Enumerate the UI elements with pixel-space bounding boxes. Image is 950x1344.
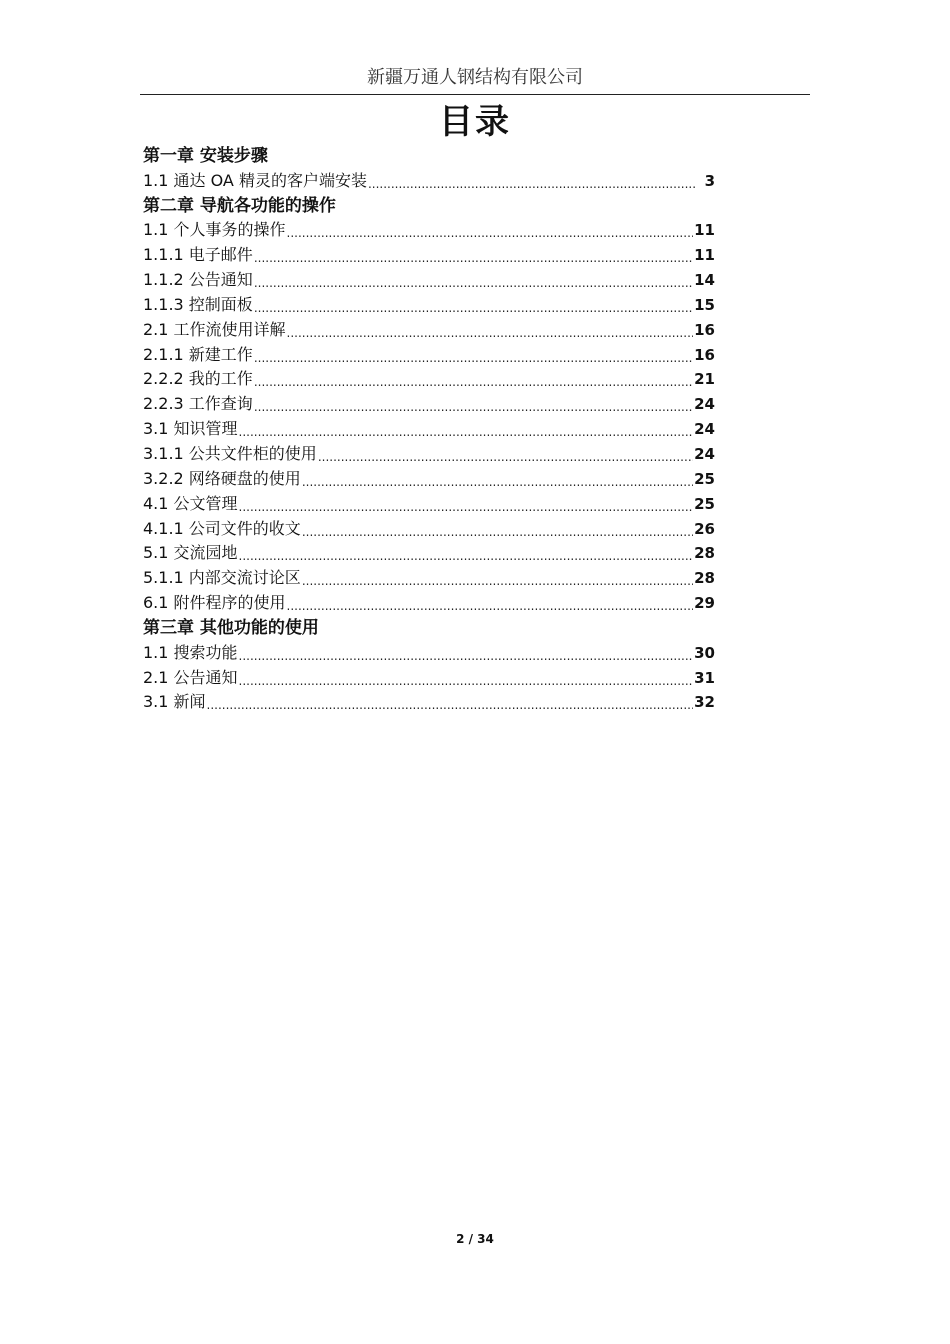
toc-entry[interactable] — [143, 640, 715, 665]
toc-entry[interactable] — [143, 466, 715, 491]
toc-entry-label: 4.1.1 公司文件的收文 — [143, 518, 301, 538]
company-name: 新疆万通人钢结构有限公司 — [367, 67, 583, 88]
toc-entry[interactable] — [143, 218, 715, 243]
toc-page-number: 14 — [694, 271, 715, 290]
toc-entry[interactable] — [143, 292, 715, 317]
toc-entry[interactable] — [143, 391, 715, 416]
toc-entry-label: 2.2.2 我的工作 — [143, 369, 253, 389]
toc-leader-dots — [254, 349, 693, 367]
toc-page-number: 24 — [694, 444, 715, 463]
toc-page-number: 26 — [694, 519, 715, 538]
toc-leader-dots — [239, 547, 694, 565]
toc-page-number: 15 — [694, 295, 715, 314]
toc-leader-dots — [254, 398, 693, 416]
toc-entry-label: 3.1 知识管理 — [143, 419, 238, 439]
toc-entry[interactable] — [143, 416, 715, 441]
toc-entry-label: 3.2.2 网络硬盘的使用 — [143, 468, 301, 488]
toc-entry-label: 2.2.3 工作查询 — [143, 394, 253, 414]
toc-leader-dots — [302, 572, 693, 590]
toc-entry-label: 1.1 搜索功能 — [143, 642, 238, 662]
toc-leader-dots — [239, 423, 694, 441]
toc-entry-label: 2.1.1 新建工作 — [143, 344, 253, 364]
toc-entry[interactable] — [143, 441, 715, 466]
chapter-title: 第二章 导航各功能的操作 — [143, 195, 336, 216]
toc-leader-dots — [207, 696, 694, 714]
table-of-contents — [143, 143, 715, 714]
toc-page-number: 11 — [694, 221, 715, 240]
toc-chapter-heading — [143, 615, 715, 640]
toc-leader-dots — [239, 498, 694, 516]
toc-leader-dots — [287, 597, 694, 615]
toc-leader-dots — [254, 373, 693, 391]
toc-leader-dots — [302, 473, 693, 491]
toc-leader-dots — [368, 175, 696, 193]
toc-entry[interactable] — [143, 342, 715, 367]
toc-entry[interactable] — [143, 516, 715, 541]
toc-leader-dots — [254, 249, 693, 267]
toc-leader-dots — [302, 523, 693, 541]
chapter-title: 第三章 其他功能的使用 — [143, 617, 319, 638]
toc-entry[interactable] — [143, 242, 715, 267]
toc-entry-label: 2.1 公告通知 — [143, 667, 238, 687]
toc-page-number: 16 — [694, 345, 715, 364]
toc-entry[interactable] — [143, 541, 715, 566]
toc-entry[interactable] — [143, 565, 715, 590]
toc-entry[interactable] — [143, 267, 715, 292]
toc-page-number: 16 — [694, 320, 715, 339]
toc-entry[interactable] — [143, 690, 715, 715]
page-footer — [0, 1230, 950, 1248]
toc-entry-label: 5.1 交流园地 — [143, 543, 238, 563]
toc-page-number: 30 — [694, 643, 715, 662]
toc-leader-dots — [318, 448, 693, 466]
toc-entry-label: 1.1 通达 OA 精灵的客户端安装 — [143, 170, 367, 190]
toc-page-number: 32 — [694, 693, 715, 712]
toc-entry-label: 1.1.2 公告通知 — [143, 270, 253, 290]
toc-page-number: 28 — [694, 569, 715, 588]
toc-page-number: 25 — [694, 494, 715, 513]
toc-page-number: 11 — [694, 246, 715, 265]
toc-leader-dots — [287, 324, 694, 342]
toc-entry[interactable] — [143, 367, 715, 392]
toc-leader-dots — [239, 672, 694, 690]
toc-entry-label: 1.1 个人事务的操作 — [143, 220, 286, 240]
toc-entry[interactable] — [143, 317, 715, 342]
toc-page-number: 28 — [694, 544, 715, 563]
page-number: 2 / 34 — [456, 1232, 494, 1246]
toc-entry-label: 6.1 附件程序的使用 — [143, 593, 286, 613]
toc-entry-label: 3.1 新闻 — [143, 692, 206, 712]
toc-page-number: 21 — [694, 370, 715, 389]
toc-chapter-heading — [143, 193, 715, 218]
toc-entry-label: 2.1 工作流使用详解 — [143, 319, 286, 339]
chapter-title: 第一章 安装步骤 — [143, 145, 268, 166]
toc-page-number: 3 — [704, 171, 715, 190]
toc-entry-label: 4.1 公文管理 — [143, 493, 238, 513]
toc-page-number: 24 — [694, 395, 715, 414]
toc-entry[interactable] — [143, 665, 715, 690]
toc-entry-label: 1.1.1 电子邮件 — [143, 245, 253, 265]
toc-chapter-heading — [143, 143, 715, 168]
toc-entry[interactable] — [143, 590, 715, 615]
toc-entry[interactable] — [143, 168, 715, 193]
toc-page-number: 29 — [694, 594, 715, 613]
toc-page-number: 25 — [694, 469, 715, 488]
toc-entry-label: 3.1.1 公共文件柜的使用 — [143, 443, 317, 463]
toc-leader-dots — [254, 274, 693, 292]
page-title: 目录 — [439, 102, 511, 142]
page-header — [140, 62, 810, 95]
toc-page-number: 31 — [694, 668, 715, 687]
toc-entry-label: 5.1.1 内部交流讨论区 — [143, 568, 301, 588]
toc-page-number: 24 — [694, 420, 715, 439]
toc-leader-dots — [287, 224, 694, 242]
toc-entry-label: 1.1.3 控制面板 — [143, 294, 253, 314]
toc-leader-dots — [239, 647, 694, 665]
toc-entry[interactable] — [143, 491, 715, 516]
toc-leader-dots — [254, 299, 693, 317]
